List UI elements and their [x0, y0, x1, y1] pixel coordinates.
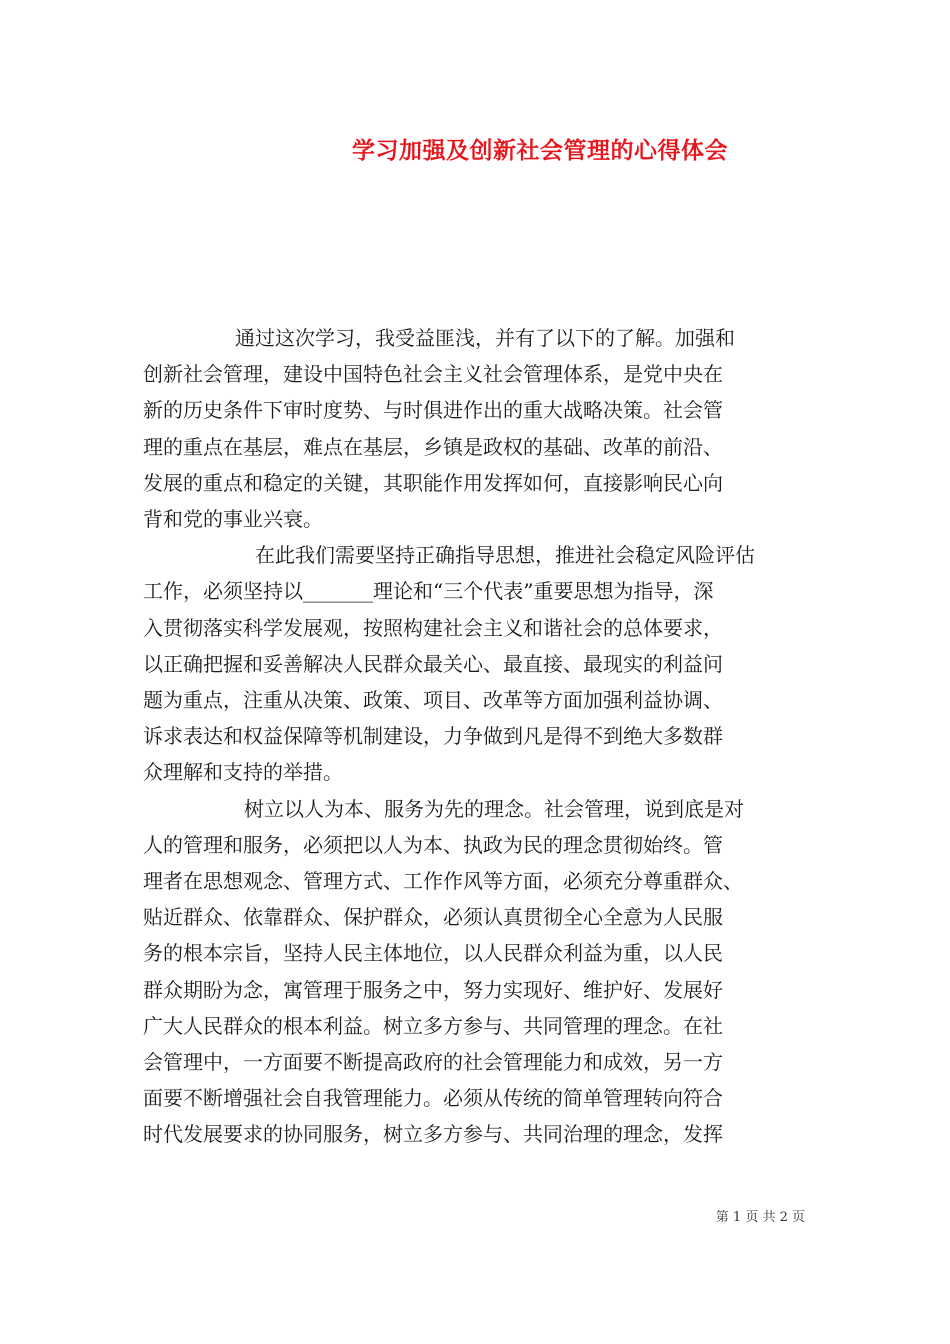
paragraph-line: 通过这次学习，我受益匪浅，并有了以下的了解。加强和 — [235, 326, 735, 350]
paragraph-line: 树立以人为本、服务为先的理念。社会管理，说到底是对 — [244, 796, 744, 821]
paragraph-line: 创新社会管理，建设中国特色社会主义社会管理体系，是党中央在 — [143, 362, 723, 387]
paragraph-line: 诉求表达和权益保障等机制建设，力争做到凡是得不到绝大多数群 — [143, 724, 723, 749]
page-number-footer: 第 1 页 共 2 页 — [715, 1210, 805, 1225]
paragraph-1 — [143, 320, 811, 537]
document-title: 学习加强及创新社会管理的心得体会 — [352, 137, 728, 164]
paragraph-line: 众理解和支持的举措。 — [143, 760, 343, 785]
paragraph-line: 题为重点，注重从决策、政策、项目、改革等方面加强利益协调、 — [143, 688, 723, 713]
paragraph-line: 以正确把握和妥善解决人民群众最关心、最直接、最现实的利益问 — [143, 651, 723, 676]
paragraph-line: 会管理中，一方面要不断提高政府的社会管理能力和成效，另一方 — [143, 1050, 723, 1075]
paragraph-line: 群众期盼为念，寓管理于服务之中，努力实现好、维护好、发展好 — [143, 977, 723, 1002]
paragraph-line: 务的根本宗旨，坚持人民主体地位，以人民群众利益为重，以人民 — [143, 941, 723, 966]
paragraph-line: 广大人民群众的根本利益。树立多方参与、共同管理的理念。在社 — [143, 1013, 723, 1038]
paragraph-line: 理的重点在基层，难点在基层，乡镇是政权的基础、改革的前沿、 — [143, 434, 723, 459]
document-body — [143, 320, 811, 1153]
paragraph-line: 发展的重点和稳定的关键，其职能作用发挥如何，直接影响民心向 — [143, 470, 723, 495]
paragraph-3 — [143, 791, 811, 1153]
paragraph-2 — [143, 537, 811, 790]
paragraph-line: 贴近群众、依靠群众、保护群众，必须认真贯彻全心全意为人民服 — [143, 905, 723, 930]
paragraph-line: 背和党的事业兴衰。 — [143, 507, 323, 532]
paragraph-line: 理者在思想观念、管理方式、工作作风等方面，必须充分尊重群众、 — [143, 869, 743, 894]
paragraph-line: 新的历史条件下审时度势、与时俱进作出的重大战略决策。社会管 — [143, 398, 723, 423]
paragraph-line: 在此我们需要坚持正确指导思想，推进社会稳定风险评估 — [255, 543, 755, 568]
paragraph-line: 工作，必须坚持以_______理论和“三个代表”重要思想为指导，深 — [143, 579, 714, 604]
paragraph-line: 人的管理和服务，必须把以人为本、执政为民的理念贯彻始终。管 — [143, 832, 723, 857]
paragraph-line: 入贯彻落实科学发展观，按照构建社会主义和谐社会的总体要求， — [143, 615, 723, 640]
paragraph-line: 时代发展要求的协同服务，树立多方参与、共同治理的理念，发挥 — [143, 1122, 723, 1147]
paragraph-line: 面要不断增强社会自我管理能力。必须从传统的简单管理转向符合 — [143, 1086, 723, 1111]
